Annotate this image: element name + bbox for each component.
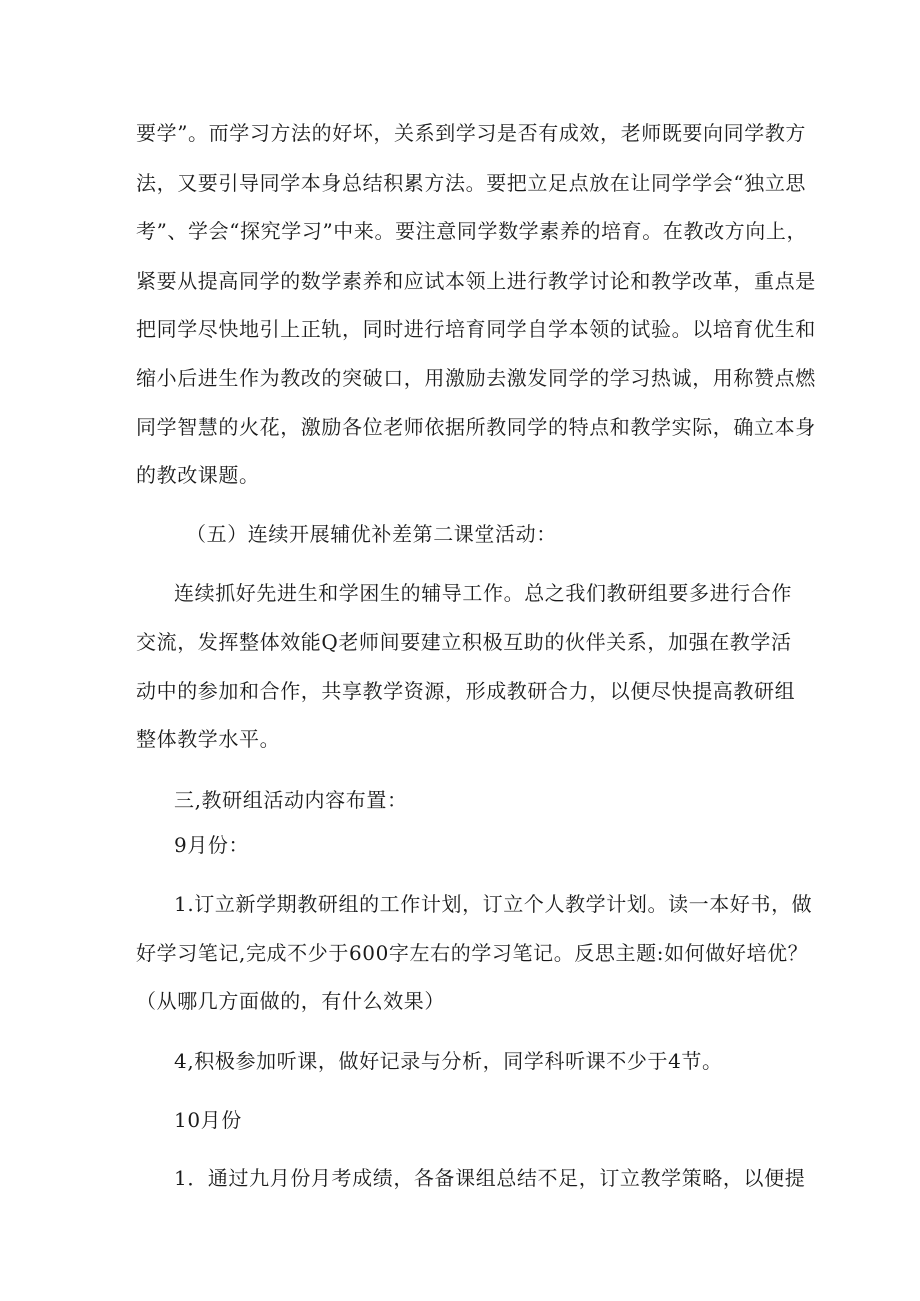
text-line: 缩小后进生作为教改的突破口，用激励去激发同学的学习热诚，用称赞点燃 xyxy=(136,366,816,390)
text-line: 动中的参加和合作，共享教学资源，形成教研合力，以便尽快提高教研组 xyxy=(136,679,796,703)
month-heading: 10月份 xyxy=(174,1108,242,1132)
text-line: 好学习笔记,完成不少于600字左右的学习笔记。反思主题:如何做好培优？ xyxy=(136,941,809,965)
text-line: 的教改课题。 xyxy=(136,463,260,487)
text-line: （从哪几方面做的，有什么效果） xyxy=(136,989,445,1013)
month-heading: 9月份： xyxy=(174,833,250,857)
text-line: 1.订立新学期教研组的工作计划，订立个人教学计划。读一本好书，做 xyxy=(174,892,813,916)
text-line: 连续抓好先进生和学困生的辅导工作。总之我们教研组要多进行合作 xyxy=(174,581,792,605)
text-line: 整体教学水平。 xyxy=(136,727,281,751)
section-heading: 三,教研组活动内容布置： xyxy=(174,788,408,812)
text-line: 同学智慧的火花，激励各位老师依据所教同学的特点和教学实际，确立本身 xyxy=(136,415,816,439)
text-line: 交流，发挥整体效能Q老师间要建立积极互助的伙伴关系，加强在教学活 xyxy=(136,630,792,654)
section-heading: （五）连续开展辅优补差第二课堂活动： xyxy=(186,522,557,546)
text-line: 紧要从提高同学的数学素养和应试本领上进行教学讨论和教学改革，重点是 xyxy=(136,269,816,293)
text-line: 要学”。而学习方法的好坏，关系到学习是否有成效，老师既要向同学教方 xyxy=(136,121,807,145)
text-line: 1．通过九月份月考成绩，各备课组总结不足，订立教学策略，以便提 xyxy=(174,1166,806,1190)
text-line: 法，又要引导同学本身总结积累方法。要把立足点放在让同学学会“独立思 xyxy=(136,171,807,195)
text-line: 4,积极参加听课，做好记录与分析，同学科听课不少于4节。 xyxy=(174,1049,723,1073)
text-line: 考”、学会“探究学习”中来。要注意同学数学素养的培育。在教改方向上， xyxy=(136,219,808,243)
text-line: 把同学尽快地引上正轨，同时进行培育同学自学本领的试验。以培育优生和 xyxy=(136,317,816,341)
